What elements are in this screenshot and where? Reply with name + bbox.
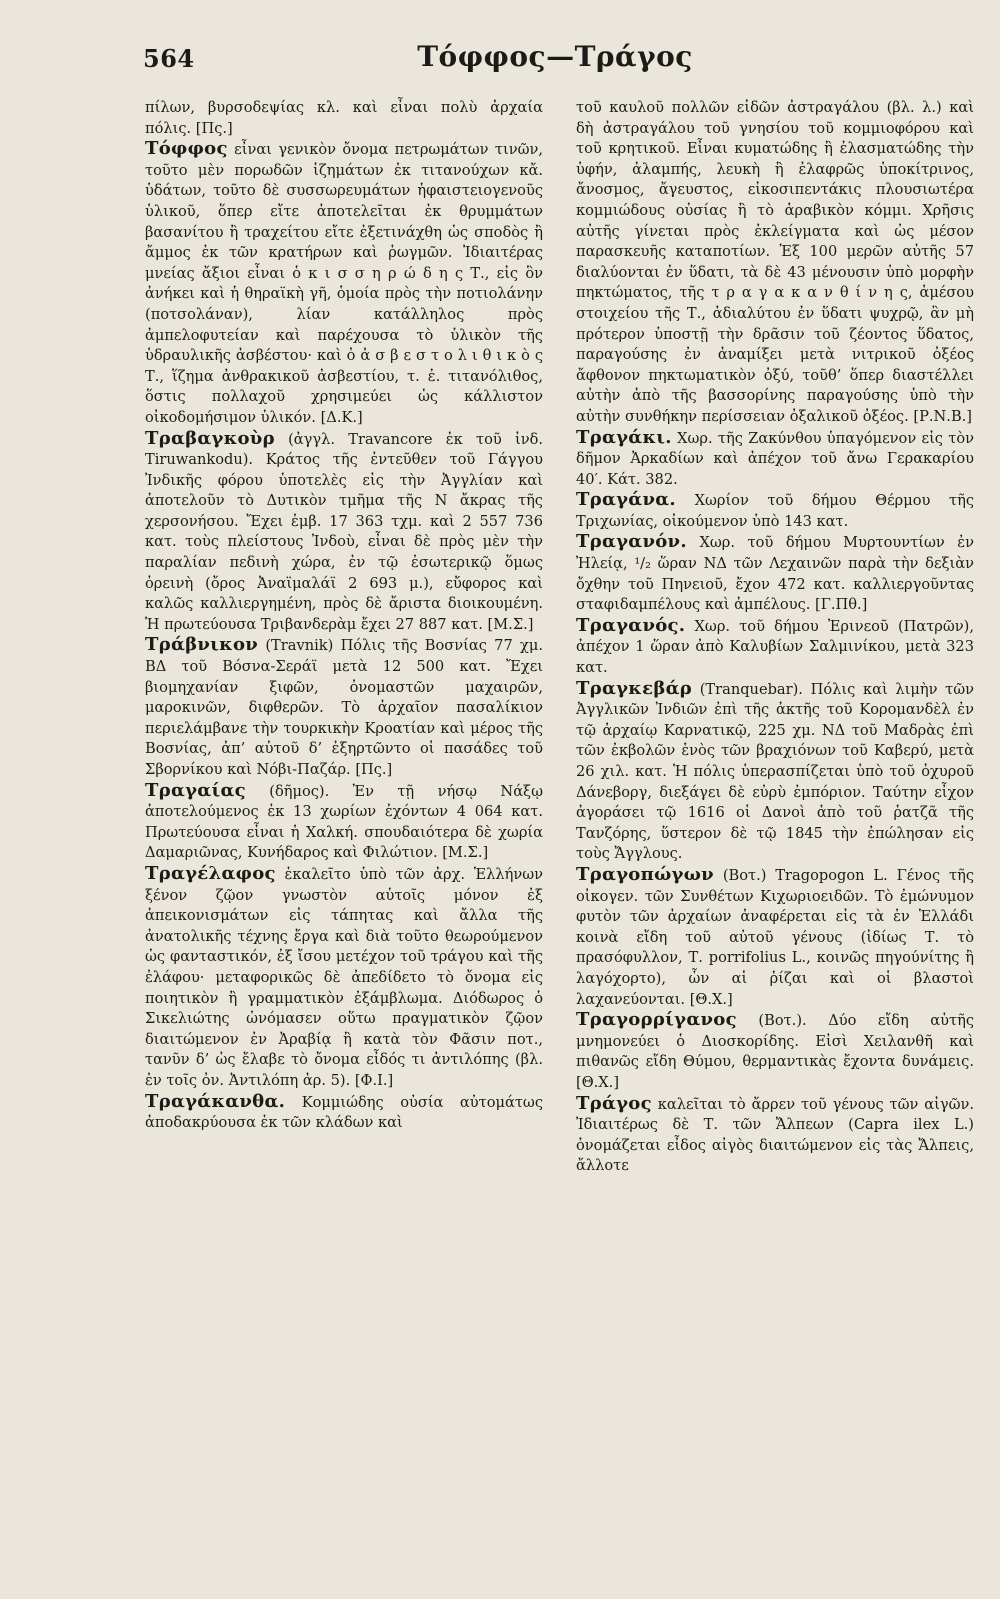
dictionary-entry xyxy=(576,679,974,865)
entry-headword: Τραγάκι. xyxy=(576,426,672,448)
entry-text: (ἀγγλ. Travancore ἐκ τοῦ ἰνδ. Tiruwankodu). Κράτος τῆς ἐντεῦθεν τοῦ Γάγγου Ἰνδικῆς φόρου ὑποτελὲς εἰς τὴν Ἀγγλίαν καὶ ἀποτελοῦν τὸ Δυτικὸν τμῆμα τῆς Ν ἄκρας τῆς χερσονήσου. Ἔχει ἐμβ. 17 363 τχμ. καὶ 2 557 736 κατ. τοὺς πλείστους Ἰνδοὺ, εἶναι δὲ πρὸς μὲν τὴν παραλίαν πεδινὴ χώρα, ἐν τῷ ἐσωτερικῷ ὅμως ὀρεινὴ (ὄρος Ἀναϊμαλάϊ 2 693 μ.), εὔφορος καὶ καλῶς καλλιεργημένη, πρὸς δὲ ἄριστα διοικουμένη. Ἡ πρωτεύουσα Τριβανδερὰμ ἔχει 27 887 κατ. [Μ.Σ.] xyxy=(145,430,543,633)
dictionary-entry xyxy=(145,98,543,139)
dictionary-entry xyxy=(576,1094,974,1177)
entry-headword: Τραγκεβάρ xyxy=(576,677,693,699)
right-column xyxy=(576,98,974,1177)
entry-headword: Τραβαγκοὺρ xyxy=(145,427,275,449)
dictionary-entry xyxy=(576,616,974,679)
entry-headword: Τραγορρίγανος xyxy=(576,1009,737,1031)
entry-headword: Τράβνικον xyxy=(145,634,259,656)
entry-text: (Travnik) Πόλις τῆς Βοσνίας 77 χμ. ΒΔ τοῦ Βόσνα-Σεράϊ μετὰ 12 500 κατ. Ἔχει βιομηχανίαν ξιφῶν, ὀνομαστῶν μαχαιρῶν, μαροκινῶν, διφθερῶν. Τὸ ἀρχαῖον πασαλίκιον περιελάμβανε τὴν τουρκικὴν Κροατίαν καὶ μέρος τῆς Βοσνίας, ἀπ’ αὐτοῦ δ’ ἐξηρτῶντο οἱ πασάδες τοῦ Σβορνίκου καὶ Νόβι-Παζάρ. [Πς.] xyxy=(145,637,543,778)
entry-text: Χωρ. τῆς Ζακύνθου ὑπαγόμενον εἰς τὸν δῆμον Ἀρκαδίων καὶ ἀπέχον τοῦ ἄνω Γερακαρίου 40′. Κάτ. 382. xyxy=(576,429,974,488)
entry-text: (Βοτ.) Tragopogon L. Γένος τῆς οἰκογεν. τῶν Συνθέτων Κιχωριοειδῶν. Τὸ ἐμώνυμον φυτὸν τῶν ἀρχαίων ἀναφέρεται εἰς τὰ ἐν Ἑλλάδι κοινὰ εἴδη τοῦ αὐτοῦ γένους (ἰδίως Τ. τὸ πρασόφυλλον, Τ. porrifolius L., κοινῶς πηγούνίτης ἢ λαγόχορτο), ὧν αἱ ῥίζαι καὶ οἱ βλαστοὶ λαχανεύονται. [Θ.Χ.] xyxy=(576,866,974,1008)
entry-headword: Τράγος xyxy=(576,1092,652,1114)
left-column xyxy=(145,98,543,1134)
dictionary-entry xyxy=(145,429,543,636)
entry-text: τοῦ καυλοῦ πολλῶν εἰδῶν ἀστραγάλου (βλ. λ.) καὶ δὴ ἀστραγάλου τοῦ γνησίου τοῦ κομμιοφόρου καὶ τοῦ κρητικοῦ. Εἶναι κυματώδης ἢ ἐλασματώδης τὴν ὑφήν, ἀλαμπής, λευκὴ ἢ ἐλαφρῶς ὑποκίτρινος, ἄνοσμος, ἄγευστος, εἰκοσιπεντάκις πλουσιωτέρα κομμιώδους οὐσίας ἢ τὸ ἀραβικὸν κόμμι. Χρῆσις αὐτῆς γίνεται πρὸς ἐκλείγματα καὶ ὡς μέσον παρασκευῆς καταποτίων. Ἐξ 100 μερῶν αὐτῆς 57 διαλύονται ἐν ὕδατι, τὰ δὲ 43 μένουσιν ὑπὸ μορφὴν πηκτώματος, τῆς τ ρ α γ α κ α ν θ ί ν η ς, ἀμέσου στοιχείου τῆς Τ., ἀδιαλύτου ἐν ὕδατι ψυχρῷ, ἂν μὴ πρότερον ὑποστῇ τὴν δρᾶσιν τοῦ ζέοντος ὕδατος, παραγούσης ἐν ἀναμίξει μετὰ νιτρικοῦ ὀξέος ἄφθονον πηκτωματικὸν ὀξύ, τοῦθ’ ὅπερ διαστέλλει αὐτὴν ἀπὸ τῆς βασσορίνης παραγούσης ὑπὸ τὴν αὐτὴν συνθήκην περίσσειαν ὀξαλικοῦ ὀξέος. [Ρ.Ν.Β.] xyxy=(576,99,974,425)
entry-text: ἐκαλεῖτο ὑπὸ τῶν ἀρχ. Ἑλλήνων ξένον ζῷον γνωστὸν αὐτοῖς μόνον ἐξ ἀπεικονισμάτων εἰς τάπητας καὶ ἄλλα τῆς ἀνατολικῆς τέχνης ἔργα καὶ διὰ τοῦτο θεωρούμενον ὡς φανταστικόν, ἐξ ἴσου μετέχον τοῦ τράγου καὶ τῆς ἐλάφου· μεταφορικῶς δὲ ἀπεδίδετο τὸ ὄνομα εἰς ποιητικὸν ἢ γραμματικὸν ἐξάμβλωμα. Διόδωρος ὁ Σικελιώτης ὠνόμασεν οὕτω πραγματικὸν ζῷον διαιτώμενον ἐν Ἀραβίᾳ ἢ κατὰ τὸν Φᾶσιν ποτ., τανῦν δ’ ὡς ἔλαβε τὸ ὄνομα εἶδός τι ἀντιλόπης (βλ. ἐν τοῖς ὀν. Ἀντιλόπη ἀρ. 5). [Φ.Ι.] xyxy=(145,865,543,1089)
dictionary-entry xyxy=(576,1010,974,1093)
dictionary-entry xyxy=(145,635,543,780)
dictionary-entry xyxy=(576,532,974,615)
entry-text: Χωρ. τοῦ δήμου Μυρτουντίων ἐν Ἠλείᾳ, ¹/₂ ὥραν ΝΔ τῶν Λεχαινῶν παρὰ τὴν δεξιὰν ὄχθην τοῦ Πηνειοῦ, ἔχον 472 κατ. καλλιεργοῦντας σταφιδαμπέλους καὶ ἀμπέλους. [Γ.Πθ.] xyxy=(576,534,974,614)
entry-text: Χωρ. τοῦ δήμου Ἐρινεοῦ (Πατρῶν), ἀπέχον 1 ὥραν ἀπὸ Καλυβίων Σαλμινίκου, μετὰ 323 κατ. xyxy=(576,617,974,677)
entry-text: Χωρίον τοῦ δήμου Θέρμου τῆς Τριχωνίας, οἰκούμενον ὑπὸ 143 κατ. xyxy=(576,492,974,530)
page-number: 564 xyxy=(143,44,195,73)
entry-text: Κομμιώδης οὐσία αὐτομάτως ἀποδακρύουσα ἐκ τῶν κλάδων καὶ xyxy=(145,1093,543,1132)
dictionary-entry xyxy=(576,490,974,532)
dictionary-entry xyxy=(576,428,974,491)
dictionary-entry xyxy=(145,139,543,428)
dictionary-entry xyxy=(145,1092,543,1134)
dictionary-entry xyxy=(576,865,974,1010)
running-head: Τόφφος—Τράγος xyxy=(417,40,693,73)
entry-text: (Tranquebar). Πόλις καὶ λιμὴν τῶν Ἀγγλικῶν Ἰνδιῶν ἐπὶ τῆς ἀκτῆς τοῦ Κορομανδὲλ ἐν τῷ ἀρχαίῳ Καρνατικῷ, 225 χμ. ΝΔ τοῦ Μαδρὰς ἐπὶ τῶν ἐκβολῶν ἑνὸς τῶν βραχιόνων τοῦ Καβερύ, μετὰ 26 χιλ. κατ. Ἡ πόλις ὑπερασπίζεται ὑπὸ τοῦ ὀχυροῦ Δάνεβοργ, διεξάγει δὲ εὐρὺ ἐμπόριον. Ταύτην εἶχον ἀγοράσει τῷ 1616 οἱ Δανοὶ ἀπὸ τοῦ ῥατζᾶ τῆς Τανζόρης, ὕστερον δὲ τῷ 1845 τὴν ἐπώλησαν εἰς τοὺς Ἄγγλους. xyxy=(576,680,974,863)
dictionary-entry xyxy=(576,98,974,428)
entry-headword: Τραγαίας xyxy=(145,779,246,801)
dictionary-entry xyxy=(145,781,543,864)
entry-text: εἶναι γενικὸν ὄνομα πετρωμάτων τινῶν, τοῦτο μὲν πορωδῶν ἱζημάτων ἐκ τιτανούχων κἄ. ὑδάτων, τοῦτο δὲ συσσωρευμάτων ἡφαιστειογενοῦς ὑλικοῦ, ὅπερ εἴτε ἀποτελεῖται ἐκ θρυμμάτων βασανίτου ἢ τραχείτου εἴτε ἐξετινάχθη ὡς σποδὸς ἢ ἄμμος ἐκ τῶν κρατήρων καὶ ῥωγμῶν. Ἰδιαιτέρας μνείας ἄξιοι εἶναι ὁ κ ι σ σ η ρ ώ δ η ς Τ., εἰς ὃν ἀνήκει καὶ ἡ θηραϊκὴ γῆ, ὁμοία πρὸς τὴν ποτιολάνην (ποτσολάναν), λίαν κατάλληλος πρὸς ἀμπελοφυτείαν καὶ παρέχουσα τὸ ὑλικὸν τῆς ὑδραυλικῆς ἀσβέστου· καὶ ὁ ἀ σ β ε σ τ ο λ ι θ ι κ ὸ ς Τ., ἵζημα ἀνθρακικοῦ ἀσβεστίου, τ. ἐ. τιτανόλιθος, ὅστις πολλαχοῦ χρησιμεύει ὡς κάλλιστον οἰκοδομήσιμον ὑλικόν. [Δ.Κ.] xyxy=(145,141,543,426)
dictionary-entry xyxy=(145,864,543,1092)
entry-text: (Βοτ.). Δύο εἴδη αὐτῆς μνημονεύει ὁ Διοσκορίδης. Εἰσὶ Χειλανθῆ καὶ πιθανῶς εἴδη Θύμου, θερμαντικὰς ἔχοντα δυνάμεις. [Θ.Χ.] xyxy=(576,1012,974,1091)
entry-headword: Τραγέλαφος xyxy=(145,862,276,884)
entry-headword: Τραγάκανθα. xyxy=(145,1090,286,1112)
entry-headword: Τραγάνα. xyxy=(576,489,676,511)
entry-headword: Τραγανόν. xyxy=(576,531,687,553)
entry-text: καλεῖται τὸ ἄρρεν τοῦ γένους τῶν αἰγῶν. Ἰδιαιτέρως δὲ Τ. τῶν Ἄλπεων (Capra ilex L.) ὀνομάζεται εἶδος αἰγὸς διαιτώμενον εἰς τὰς Ἄλπεις, ἄλλοτε xyxy=(576,1095,974,1175)
entry-text: (δῆμος). Ἐν τῇ νήσῳ Νάξῳ ἀποτελούμενος ἐκ 13 χωρίων ἐχόντων 4 064 κατ. Πρωτεύουσα εἶναι ἡ Χαλκή. σπουδαιότερα δὲ χωρία Δαμαριῶνας, Κυνήδαρος καὶ Φιλώτιον. [Μ.Σ.] xyxy=(145,782,543,862)
entry-headword: Τραγοπώγων xyxy=(576,863,714,885)
entry-text: πίλων, βυρσοδεψίας κλ. καὶ εἶναι πολὺ ἀρχαία πόλις. [Πς.] xyxy=(145,99,543,137)
entry-headword: Τόφφος xyxy=(145,138,228,160)
entry-headword: Τραγανός. xyxy=(576,614,686,636)
